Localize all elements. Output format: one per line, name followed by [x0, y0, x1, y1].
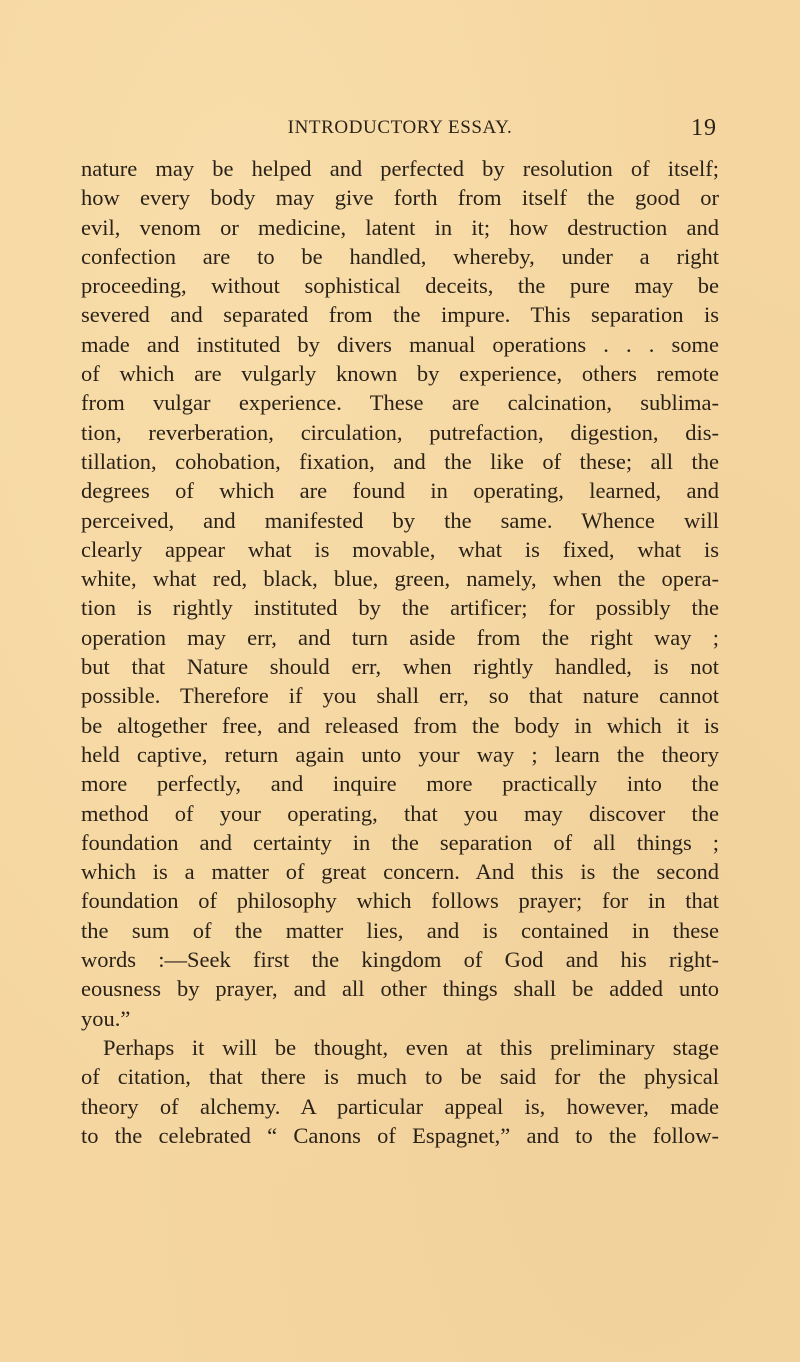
text-line: nature may be helped and perfected by resolution of itself;: [81, 156, 719, 181]
text-line: proceeding, without sophistical deceits, the pure may be: [81, 273, 719, 299]
text-line: degrees of which are found in operating, learned, and: [81, 478, 719, 504]
text-line: tillation, cohobation, fixation, and the like of these; all the: [81, 448, 719, 474]
text-line: theory of alchemy. A particular appeal is, however, made: [81, 1093, 719, 1119]
text-line: to the celebrated “ Canons of Espagnet,” and to the follow-: [81, 1122, 719, 1148]
text-line: more perfectly, and inquire more practically into the: [81, 771, 719, 797]
text-line: clearly appear what is movable, what is fixed, what is: [81, 536, 719, 562]
text-line: of which are vulgarly known by experience, others remote: [81, 361, 719, 387]
text-line: how every body may give forth from itself the good or: [81, 185, 719, 211]
text-line: foundation and certainty in the separation of all things ;: [81, 829, 719, 855]
text-line: from vulgar experience. These are calcination, sublima-: [81, 390, 719, 416]
running-head: [81, 113, 719, 143]
text-line: be altogether free, and released from the body in which it is: [81, 712, 719, 738]
body-text: [81, 154, 719, 1150]
text-line: you.”: [81, 1005, 131, 1031]
text-line: severed and separated from the impure. This separation is: [81, 302, 719, 328]
text-line: words :—Seek first the kingdom of God and his right-: [81, 947, 719, 973]
text-line: of citation, that there is much to be said for the physical: [81, 1064, 719, 1090]
text-line: but that Nature should err, when rightly handled, is not: [81, 654, 719, 680]
text-line: held captive, return again unto your way ; learn the theory: [81, 741, 719, 767]
text-line: eousness by prayer, and all other things shall be added unto: [81, 976, 719, 1002]
text-line: foundation of philosophy which follows prayer; for in that: [81, 888, 719, 914]
text-line: made and instituted by divers manual operations . . . some: [81, 331, 719, 357]
text-line: the sum of the matter lies, and is contained in these: [81, 917, 719, 943]
text-line: confection are to be handled, whereby, under a right: [81, 243, 719, 269]
text-line: white, what red, black, blue, green, namely, when the opera-: [81, 566, 719, 592]
text-line: tion, reverberation, circulation, putrefaction, digestion, dis-: [81, 419, 719, 445]
text-line: Perhaps it will be thought, even at this preliminary stage: [103, 1034, 719, 1060]
text-line: possible. Therefore if you shall err, so that nature cannot: [81, 683, 719, 709]
text-line: method of your operating, that you may discover the: [81, 800, 719, 826]
text-line: perceived, and manifested by the same. Whence will: [81, 507, 719, 533]
text-line: evil, venom or medicine, latent in it; how destruction and: [81, 214, 719, 240]
text-line: operation may err, and turn aside from the right way ;: [81, 624, 719, 650]
page-number: 19: [691, 115, 717, 141]
text-line: which is a matter of great concern. And this is the second: [81, 859, 719, 885]
running-title: INTRODUCTORY ESSAY.: [287, 117, 513, 138]
text-line: tion is rightly instituted by the artificer; for possibly the: [81, 595, 719, 621]
